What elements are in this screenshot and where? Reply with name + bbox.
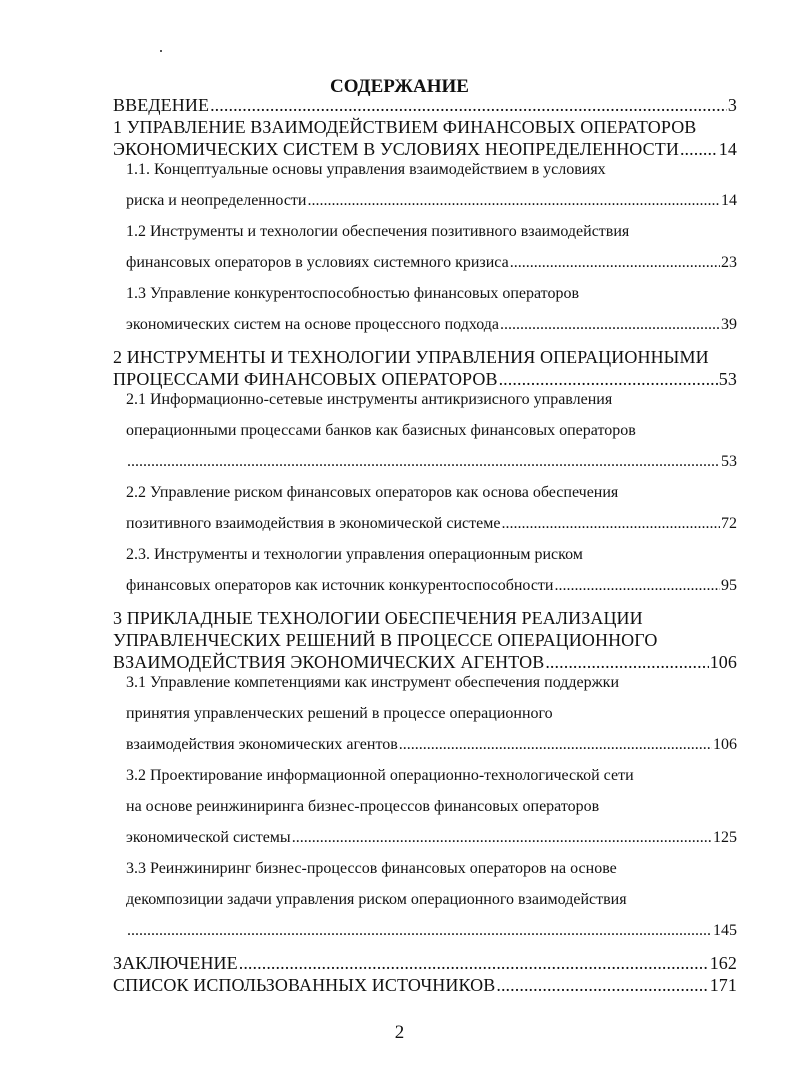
toc-entry-text: риска и неопределенности xyxy=(126,192,307,209)
dot-leader xyxy=(239,954,709,972)
dot-leader xyxy=(500,317,720,333)
toc-entry-section-3-2[interactable] xyxy=(113,768,737,861)
toc-entry-sources[interactable] xyxy=(113,976,737,998)
dot-leader xyxy=(545,653,708,671)
toc-entry-text: ЭКОНОМИЧЕСКИХ СИСТЕМ В УСЛОВИЯХ НЕОПРЕДЕЛЕННОСТИ xyxy=(113,139,679,159)
toc-entry-text: позитивного взаимодействия в экономической системе xyxy=(126,515,501,532)
toc-entry-text: 2.1 Информационно-сетевые инструменты антикризисного управления xyxy=(126,391,613,408)
toc-entry-text: 2.3. Инструменты и технологии управления операционным риском xyxy=(126,546,583,563)
toc-entry-chapter-1[interactable] xyxy=(113,118,737,162)
toc-entry-text: 2.2 Управление риском финансовых операторов как основа обеспечения xyxy=(126,484,619,501)
dot-leader xyxy=(510,255,720,271)
toc-entry-text: экономической системы xyxy=(126,829,291,846)
toc-entry-text: 1 УПРАВЛЕНИЕ ВЗАИМОДЕЙСТВИЕМ ФИНАНСОВЫХ ОПЕРАТОРОВ xyxy=(113,117,697,137)
dot-leader xyxy=(554,578,720,594)
toc-entry-text: СПИСОК ИСПОЛЬЗОВАННЫХ ИСТОЧНИКОВ xyxy=(113,975,496,995)
toc-entry-section-3-1[interactable] xyxy=(113,675,737,768)
dot-leader xyxy=(680,140,718,158)
toc-page-number: 72 xyxy=(721,515,737,532)
toc-entry-text: ПРОЦЕССАМИ ФИНАНСОВЫХ ОПЕРАТОРОВ xyxy=(113,369,498,389)
toc-entry-text: 3.1 Управление компетенциями как инструмент обеспечения поддержки xyxy=(126,674,619,691)
toc-entry-text: 3 ПРИКЛАДНЫЕ ТЕХНОЛОГИИ ОБЕСПЕЧЕНИЯ РЕАЛИЗАЦИИ xyxy=(113,608,643,628)
toc-page-number: 145 xyxy=(713,922,737,939)
dot-leader xyxy=(499,370,718,388)
toc-page-number: 14 xyxy=(721,192,737,209)
dot-leader xyxy=(399,737,712,753)
toc-entry-text: финансовых операторов как источник конкурентоспособности xyxy=(126,577,554,594)
toc-entry-text: 1.3 Управление конкурентоспособностью финансовых операторов xyxy=(126,285,580,302)
toc-page-number: 14 xyxy=(718,139,737,159)
toc-entry-text: 1.2 Инструменты и технологии обеспечения позитивного взаимодействия xyxy=(126,223,630,240)
dot-leader xyxy=(127,454,720,470)
toc-page-number: 106 xyxy=(709,652,737,672)
toc-entry-section-1-3[interactable] xyxy=(113,286,737,348)
toc-page-number: 106 xyxy=(713,736,737,753)
toc-page-number: 162 xyxy=(709,953,737,973)
dot-leader xyxy=(496,976,708,994)
toc-entry-intro[interactable] xyxy=(113,96,737,118)
dot-leader xyxy=(501,516,720,532)
toc-page-number: 171 xyxy=(709,975,737,995)
toc-entry-text: операционными процессами банков как базисных финансовых операторов xyxy=(126,422,636,439)
toc-entry-section-2-2[interactable] xyxy=(113,485,737,547)
toc-entry-text: ВВЕДЕНИЕ xyxy=(113,95,210,115)
toc-entry-section-2-1[interactable] xyxy=(113,392,737,485)
toc-entry-text: ВЗАИМОДЕЙСТВИЯ ЭКОНОМИЧЕСКИХ АГЕНТОВ xyxy=(113,652,545,672)
toc-entry-text: 3.2 Проектирование информационной операционно-технологической сети xyxy=(126,767,634,784)
toc-page-number: 3 xyxy=(727,95,737,115)
toc-entry-conclusion[interactable] xyxy=(113,954,737,976)
toc-entry-text: взаимодействия экономических агентов xyxy=(126,736,398,753)
toc-entry-section-1-1[interactable] xyxy=(113,162,737,224)
toc-entry-text: 3.3 Реинжиниринг бизнес-процессов финансовых операторов на основе xyxy=(126,860,617,877)
page-title: СОДЕРЖАНИЕ xyxy=(330,76,469,97)
page-number: 2 xyxy=(394,1022,405,1043)
dot-leader xyxy=(210,96,727,114)
dot-leader xyxy=(292,830,712,846)
toc-page-number: 53 xyxy=(721,453,737,470)
toc-page-number: 125 xyxy=(713,829,737,846)
toc-entry-text: УПРАВЛЕНЧЕСКИХ РЕШЕНИЙ В ПРОЦЕССЕ ОПЕРАЦИОННОГО xyxy=(113,630,658,650)
toc-entry-section-2-3[interactable] xyxy=(113,547,737,609)
toc-entry-text: декомпозиции задачи управления риском операционного взаимодействия xyxy=(126,891,627,908)
toc-entry-text: ЗАКЛЮЧЕНИЕ xyxy=(113,953,238,973)
dot-leader xyxy=(307,193,720,209)
toc-entry-text: 1.1. Концептуальные основы управления взаимодействием в условиях xyxy=(126,161,606,178)
toc-entry-text: на основе реинжиниринга бизнес-процессов финансовых операторов xyxy=(126,798,600,815)
toc-entry-text: принятия управленческих решений в процессе операционного xyxy=(126,705,553,722)
toc-entry-text: экономических систем на основе процессного подхода xyxy=(126,316,499,333)
toc-entry-text: финансовых операторов в условиях системного кризиса xyxy=(126,254,509,271)
toc-page-number: 95 xyxy=(721,577,737,594)
toc-entry-text: 2 ИНСТРУМЕНТЫ И ТЕХНОЛОГИИ УПРАВЛЕНИЯ ОПЕРАЦИОННЫМИ xyxy=(113,347,709,367)
toc-entry-section-1-2[interactable] xyxy=(113,224,737,286)
toc-page-number: 39 xyxy=(721,316,737,333)
toc-entry-chapter-2[interactable] xyxy=(113,348,737,392)
toc-page-number: 53 xyxy=(718,369,737,389)
dot-leader xyxy=(127,923,712,939)
toc-entry-section-3-3[interactable] xyxy=(113,861,737,954)
toc-page-number: 23 xyxy=(721,254,737,271)
scan-speck xyxy=(160,50,162,52)
toc-entry-chapter-3[interactable] xyxy=(113,609,737,675)
table-of-contents xyxy=(113,96,737,998)
